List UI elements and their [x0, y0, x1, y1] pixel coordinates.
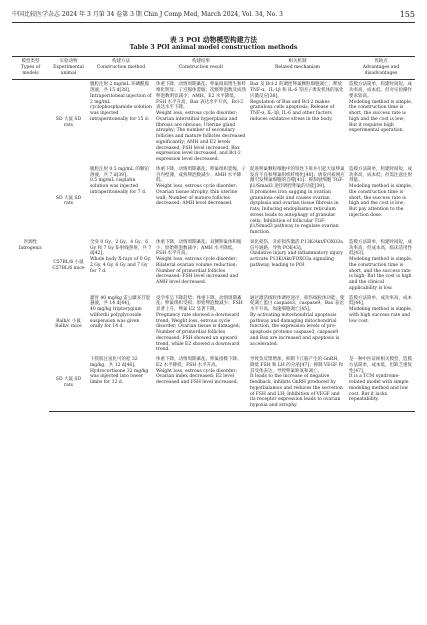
method-cell: 全身 0 Gy、2 Gy、4 Gy、6 Gy 和 7 Gy X-射线照射，共 7 d[42]。 Whole body X-rays of 0 Gy, 2 Gy, 4 Gy, 6 Gy and 7 Gy for 7 d.	[90, 239, 152, 274]
table-row	[12, 355, 415, 411]
pros-cons-cell: 造模方法简单，构建时间短，成功率高，成本低，但对实验操作要求较高。 Modeling method is simple, the construction time is short, the success rate is high and the cost is low; But it requires high experimental operation.	[349, 82, 413, 134]
pros-cons-cell: 造模方法简单，构建时间短，成功率高，成本低，但需注意注射剂量。 Modeling method is simple, the construction time is short, the success rate is high and the cost is low; But pay attention to the injection dose.	[349, 166, 413, 218]
animal-cell: SD 大鼠 SD rats	[55, 116, 82, 128]
table-caption-en: Table 3 POI animal model construction methods	[129, 44, 298, 51]
animal-cell: C57BL/6 小鼠 C57BL/6 mice	[52, 259, 85, 271]
column-header: 构建方法 Construction method	[88, 57, 154, 80]
animal-cell: SD 大鼠 SD rats	[55, 195, 82, 207]
method-cell: 腹腔注射 0.5 mg/mL 的顺铂溶液，共 7 d[39]。 0.5 mg/mL cisplatin solution was injected intraperitoneally for 7 d.	[90, 166, 149, 195]
method-cell: 下肢肌注氢化可的松 32 mg/kg，共 12 d[46]。 Hydrocortisone 32 mg/kg was injected into lower limbs for 12 d.	[88, 355, 154, 411]
running-header	[12, 8, 415, 23]
page-number: 155	[399, 10, 415, 19]
result-cell: 体重下降，动情周期紊乱；卵巢组织萎缩，子宫内壁薄，成熟卵泡数减少；AMH 水平降低。 Weight loss, estrous cycle disorder; Ovarian tissue atrophy, thin uterine wall; Number of mature follicles decreased; AMH level decreased.	[156, 166, 246, 207]
model-construction-table	[12, 56, 415, 412]
mechanism-cell: 氧化损伤，炎症损伤激活 P13K/Akt/FOXO3a 信号通路，导致 POI[43]。 Oxidative injury and inflammatory injury activate P13K/Akt/FOXO3a signaling pathway, leading to POI.	[250, 239, 343, 268]
animal-cell: Balb/c 小鼠 Balb/c mice	[55, 318, 82, 330]
column-header: 相关机制 Related mechanism	[248, 57, 347, 80]
pros-cons-cell: 造模方法简单，成功率高，成本低[44]。 Modeling method is simple, with high success rate and low cost.	[349, 295, 413, 324]
mechanism-cell: 通过激活线粒体调控途径，损伤线粒体功能，使促凋亡蛋白 caspase3、caspase9、Bax 表达水平升高，加速细胞凋亡[45]。 By activating mitochondrial apoptosis pathway and damaging mitochondrial function, the expression levels of pro-apoptosis proteins caspase3, caspase9 and Bax are increased and apoptosis is accelerated.	[250, 295, 345, 347]
table-row	[12, 238, 415, 294]
column-header: 优缺点 Advantages and disadvantages	[347, 57, 415, 80]
method-cell: 灌胃 40 mg/kg 雷公藤多苷混悬液，共 14 d[44]。 40 mg/kg tripterygium wilfordii polyglycoside suspension was given orally for 14 d.	[90, 295, 151, 330]
table-caption-zh: 表 3 POI 动物模型构建方法	[169, 36, 258, 44]
pros-cons-cell: 是一种中医证候相关模型，造模方法简单，成本低，但缺乏重复性[47]。 It is a TCM syndrome-related model with simple modeling method and low cost. But it lacks repeatability.	[347, 355, 415, 411]
mechanism-cell: Bax 及 Bcl-2 的调控卵巢颗粒细胞凋亡；释放 TNF-α、IL-1β 和 IL-6 等因子诱发机体的氧化应激反应[38]。 Regulation of Bax and Bcl-2 makes granulosa cells apoptosis; Release of TNF-α, IL-1β, IL-6 and other factors induces oxidative stress in the body.	[250, 82, 344, 122]
journal-citation: 中国比较医学杂志 2024 年 3 月第 34 卷第 3 期 Chin J Comp Med, March 2024, Vol. 34, No. 3	[12, 11, 283, 18]
column-header: 构建结果 Construction result	[154, 57, 248, 80]
method-cell: 腹腔注射 2 mg/mL 环磷酰胺溶液，共 15 d[38]。 Intraperitoneal injection of 2 mg/mL cyclophosphamide solution was injected intraperitoneally for 15 d.	[90, 82, 152, 122]
mechanism-cell: 导致负反馈增加，抑制下丘脑产生的 GnRH，降低 FSH 和 LH 的分泌[47]；抑制 VEGF 和其受体表达，导致卵巢缺氧和凋亡。 It leads to the increase of negative feedback, inhibits GnRH produced by hypothalamus and reduces the secretion of FSH and LH; Inhibition of VEGF and its receptor expression leads to ovarian hypoxia and atrophy.	[248, 355, 347, 411]
model-type-cell: 医源性 Iatrogenic	[18, 240, 43, 251]
table-row	[12, 165, 415, 238]
result-cell: 体重下降，动情周期紊乱；卵巢间质增生和纤维化明显；子宫腺体萎缩；次级卵泡数及成熟卵泡数明显减少；AMH、E2 水平降低，FSH 水平升高，Bax 表达水平升高，Bcl-2 表达水平下降。 Weight loss, estrous cycle disorder; Ovarian interstitial hyperplasia and fibrosis are obvious; Uterine gland atrophy; The number of secondary follicles and mature follicles decreased significantly; AMH and E2 levels decreased, FSH level increased, Bax expression level increased, and Bcl-2 expression level decreased.	[156, 82, 246, 162]
table-row	[12, 80, 415, 165]
pros-cons-cell: 造模方法简单，构建时间短，成功率高，但成本高，临床适用性低[43]。 Modeling method is simple, the construction time is short, and the success rate is high; But the cost is high and the clinical applicability is low.	[349, 239, 413, 291]
mechanism-cell: 促进卵巢颗粒细胞中的铁性下垂并引起大鼠卵巢发育不良和卵巢组织纤维化[40]；诱发内质网应激引发卵巢细胞的自噬[41]；抑制衰细胞 TGF-β1/Smad3 途径调控卵巢的功能[39]。 It promotes iron sagging in ovarian granulosa cells and causes ovarian dysplasia and ovarian tissue fibrosis in rats; Inducing endoplasmic reticulum stress leads to autophagy of granular cells; Inhibition of follicular TGF-β1/Smad3 pathway to regulate ovarian function.	[250, 166, 345, 235]
column-header: 模型类型 Types of models	[12, 57, 49, 80]
result-cell: 体重下降，动情周期紊乱；双侧卵巢体积缩小；原始卵泡数减少；AMH 水平降低，FSH 水平升高。 Weight loss, estrous cycle disorder; Bilateral ovarian volume reduction; Number of primordial follicles decreased; FSH level increased and AMH level decreased.	[156, 239, 242, 285]
result-cell: 受孕率呈下降趋势；体重下降，动情周期紊乱；卵巢组织受损；原始卵泡数减少；FSH 显著上升，卵巢 E2 显著下降。 Pregnancy rate showed a downward trend; Weight loss, estrous cycle disorder; Ovarian tissue is damaged; Number of primordial follicles decreased; FSH showed an upward trend, while E2 showed a downward trend.	[156, 295, 243, 353]
table-row	[12, 294, 415, 356]
table-header-row	[12, 57, 415, 80]
column-header: 实验动物 Experimental animal	[49, 57, 88, 80]
animal-cell: SD 大鼠 SD rats	[49, 355, 88, 411]
result-cell: 体重下降，动情周期紊乱；卵巢指数下降；E2 水平降低，FSH 水平升高。 Weight loss, estrous cycle disorder; Ovarian index decreased; E2 level decreased and FSH level increased.	[154, 355, 248, 411]
